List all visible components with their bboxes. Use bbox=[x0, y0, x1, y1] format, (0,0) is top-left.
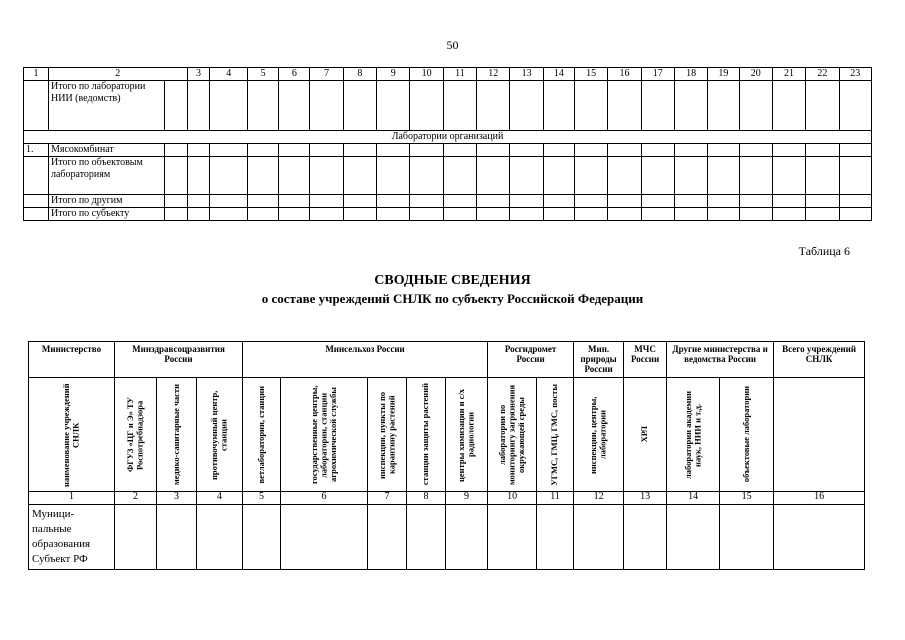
section-heading: Лаборатории организаций bbox=[24, 131, 872, 144]
column-number: 16 bbox=[774, 492, 865, 505]
column-number: 1 bbox=[24, 68, 49, 81]
row-label: Мясокомбинат bbox=[49, 144, 165, 157]
column-number: 5 bbox=[247, 68, 278, 81]
column-header: противочумный центр, станции bbox=[209, 389, 229, 480]
group-header: Другие министерства и ведомства России bbox=[667, 342, 774, 378]
column-number: 1 bbox=[29, 492, 115, 505]
continued-table bbox=[23, 67, 872, 221]
column-number: 10 bbox=[488, 492, 537, 505]
section-row bbox=[24, 131, 872, 144]
column-header: станции защиты растений bbox=[420, 383, 431, 486]
group-header: МЧС России bbox=[624, 342, 667, 378]
column-number: 13 bbox=[624, 492, 667, 505]
column-header: ХРЛ bbox=[639, 426, 650, 443]
column-number: 6 bbox=[279, 68, 310, 81]
row-number bbox=[24, 208, 49, 221]
column-number: 5 bbox=[243, 492, 281, 505]
column-number: 14 bbox=[667, 492, 720, 505]
table-row bbox=[24, 81, 872, 131]
column-number: 4 bbox=[197, 492, 243, 505]
column-number: 10 bbox=[410, 68, 443, 81]
column-number: 23 bbox=[839, 68, 871, 81]
group-header: Росгидромет России bbox=[488, 342, 574, 378]
group-header: Министерство bbox=[29, 342, 115, 378]
column-number: 2 bbox=[49, 68, 188, 81]
group-header-row bbox=[29, 342, 865, 378]
column-header: УГМС, ГМЦ, ГМС, посты bbox=[549, 383, 560, 486]
page-number: 50 bbox=[446, 38, 459, 52]
column-number: 15 bbox=[720, 492, 774, 505]
row-label: Итого по другим bbox=[49, 195, 165, 208]
column-header: объектовые лаборатории bbox=[740, 386, 751, 483]
column-header: лаборатории по мониторингу загрязнения окружающей среды bbox=[496, 384, 526, 485]
column-header: государственные центры, лаборатории, станции агрохимической службы bbox=[308, 385, 338, 484]
column-header: инспекции, центры, лаборатории bbox=[588, 395, 608, 474]
column-number: 9 bbox=[377, 68, 410, 81]
column-number: 19 bbox=[708, 68, 739, 81]
column-header-row bbox=[29, 378, 865, 492]
column-number: 22 bbox=[806, 68, 839, 81]
column-number: 7 bbox=[310, 68, 343, 81]
column-number: 2 bbox=[115, 492, 157, 505]
summary-table bbox=[28, 341, 865, 570]
group-header: Мин. природы России bbox=[574, 342, 624, 378]
column-number-row bbox=[29, 492, 865, 505]
column-number: 8 bbox=[343, 68, 376, 81]
column-number: 11 bbox=[537, 492, 574, 505]
column-number: 12 bbox=[574, 492, 624, 505]
column-number: 14 bbox=[543, 68, 574, 81]
document-title: СВОДНЫЕ СВЕДЕНИЯ bbox=[374, 273, 531, 288]
column-header: наименование учреждений СНЛК bbox=[61, 382, 81, 487]
table-row bbox=[24, 157, 872, 195]
column-header: медико-санитарные части bbox=[170, 383, 181, 485]
column-number: 16 bbox=[608, 68, 641, 81]
column-number: 3 bbox=[187, 68, 210, 81]
column-number: 11 bbox=[443, 68, 476, 81]
table-row bbox=[24, 195, 872, 208]
column-number: 15 bbox=[574, 68, 607, 81]
column-number: 13 bbox=[510, 68, 543, 81]
column-number: 21 bbox=[772, 68, 805, 81]
column-number: 20 bbox=[739, 68, 772, 81]
row-number bbox=[24, 81, 49, 131]
group-header: Минздравсоцразвития России bbox=[115, 342, 243, 378]
column-number: 18 bbox=[674, 68, 707, 81]
table-row bbox=[24, 208, 872, 221]
column-number: 12 bbox=[477, 68, 510, 81]
column-number: 6 bbox=[281, 492, 368, 505]
column-header: инспекции, пункты по карантину растений bbox=[376, 390, 396, 479]
row-number: 1. bbox=[24, 144, 49, 157]
row-number bbox=[24, 157, 49, 195]
column-number: 4 bbox=[210, 68, 248, 81]
table-label: Таблица 6 bbox=[798, 244, 850, 258]
table-row bbox=[29, 505, 865, 570]
table-row bbox=[24, 144, 872, 157]
column-number: 3 bbox=[157, 492, 197, 505]
column-header: ветлаборатории, станции bbox=[255, 385, 266, 484]
row-label: Муници-пальные образования Субъект РФ bbox=[29, 505, 115, 570]
column-header: ФГУЗ «ЦГ и Э» ТУ Роспотребнадзора bbox=[125, 397, 145, 472]
column-number: 9 bbox=[446, 492, 488, 505]
column-number: 17 bbox=[641, 68, 674, 81]
row-label: Итого по субъекту bbox=[49, 208, 165, 221]
row-label: Итого по лаборатории НИИ (ведомств) bbox=[49, 81, 165, 131]
document-subtitle: о составе учреждений СНЛК по субъекту Российской Федерации bbox=[261, 291, 644, 306]
column-number-row bbox=[24, 68, 872, 81]
row-number bbox=[24, 195, 49, 208]
group-header: Всего учреждений СНЛК bbox=[774, 342, 865, 378]
column-header: центры химизации и с/х радиологии bbox=[456, 387, 476, 482]
column-number: 8 bbox=[407, 492, 446, 505]
group-header: Минсельхоз России bbox=[243, 342, 488, 378]
column-header: лаборатории академии наук, НИИ и т.д. bbox=[682, 390, 703, 479]
row-label: Итого по объектовым лабораториям bbox=[49, 157, 165, 195]
column-number: 7 bbox=[368, 492, 407, 505]
